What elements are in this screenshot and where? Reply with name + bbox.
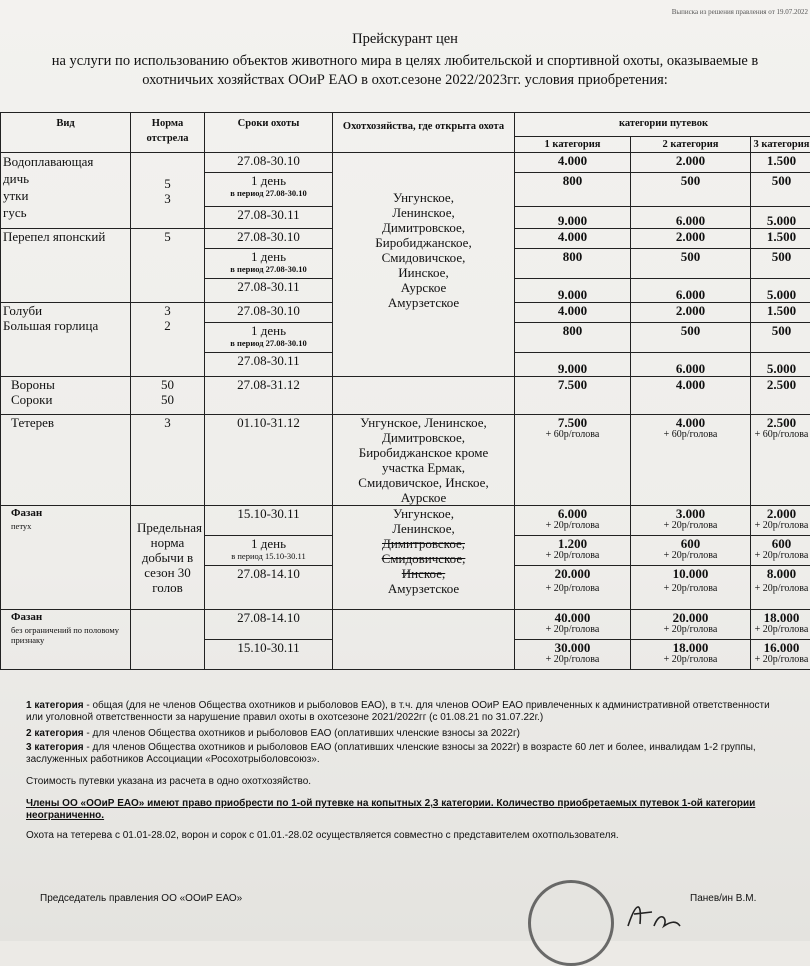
period-sub: в период 27.08-30.10: [207, 188, 330, 198]
period-label: 1 день: [207, 249, 330, 264]
species-label: Вороны: [11, 377, 128, 392]
species-label: Водоплавающая: [3, 153, 128, 170]
price-cell: [751, 640, 810, 670]
farm-name: Смидовичское,: [335, 250, 512, 265]
header-period: Сроки охоты: [205, 113, 333, 153]
norm-value: 5: [133, 176, 202, 191]
price-cell: 800: [515, 173, 631, 207]
farm-name: Унгунское,: [335, 190, 512, 205]
species-pheasant: [1, 506, 131, 610]
species-sub: без ограничений по половому признаку: [11, 625, 128, 645]
farm-name: Аурское: [335, 280, 512, 295]
notes-section: [26, 700, 778, 846]
per-head-fee: + 20р/голова: [633, 551, 748, 561]
price-cell: [515, 415, 631, 506]
price-cell: [631, 610, 751, 640]
price-value: 2.500: [753, 415, 810, 430]
price-cell: [515, 610, 631, 640]
norm-pigeons: [131, 303, 205, 377]
per-head-fee: + 20р/голова: [517, 584, 628, 594]
farms-grouse: [333, 415, 515, 506]
per-head-fee: + 20р/голова: [517, 521, 628, 531]
price-cell: 9.000: [515, 207, 631, 229]
farm-name: Ленинское,: [335, 521, 512, 536]
farm-name: Аурское: [335, 490, 512, 505]
farm-name: Иинское,: [335, 265, 512, 280]
period-cell: 15.10-30.11: [205, 506, 333, 536]
per-head-fee: + 20р/голова: [753, 521, 810, 531]
norm-value: 3: [133, 303, 202, 318]
species-crows: [1, 377, 131, 415]
species-sub: петух: [11, 521, 128, 531]
farm-name: Биробиджанское,: [335, 235, 512, 250]
price-value: 4.000: [633, 415, 748, 430]
organization-stamp: [528, 880, 614, 966]
document-title: Прейскурант цен: [0, 30, 810, 48]
per-head-fee: + 20р/голова: [753, 655, 810, 665]
farm-name: Смидовичское, Инское,: [335, 475, 512, 490]
price-value: 8.000: [753, 566, 810, 581]
farm-name: Амурзетское: [335, 581, 512, 596]
price-cell: 1.500: [751, 229, 810, 249]
price-cell: [631, 640, 751, 670]
price-cell: 2.000: [631, 229, 751, 249]
price-value: 2.000: [753, 506, 810, 521]
price-cell: 4.000: [515, 303, 631, 323]
signature-mark: [624, 896, 684, 936]
price-cell: [515, 566, 631, 610]
price-cell: 2.000: [631, 303, 751, 323]
price-cell: 4.000: [515, 153, 631, 173]
price-cell: 7.500: [515, 377, 631, 415]
price-value: 30.000: [517, 640, 628, 655]
farm-name-struck: Димитровское,: [335, 536, 512, 551]
price-cell: 6.000: [631, 207, 751, 229]
price-cell: 5.000: [751, 279, 810, 303]
note-label: 1 категория: [26, 700, 84, 711]
price-cell: 500: [631, 173, 751, 207]
norm-value: 50: [133, 392, 202, 407]
note-cat2: [26, 728, 778, 740]
header-cat1: 1 категория: [515, 137, 631, 153]
per-head-fee: + 60р/голова: [633, 430, 748, 440]
header-categories: категории путевок: [515, 113, 810, 137]
species-pigeons: [1, 303, 131, 377]
period-label: 1 день: [207, 536, 330, 551]
norm-waterfowl: [131, 153, 205, 229]
price-cell: 500: [631, 323, 751, 353]
note-cost: Стоимость путевки указана из расчета в одно охотхозяйство.: [26, 776, 778, 788]
document-subtitle-line2: охотничьих хозяйствах ООиР ЕАО в охот.сезоне 2022/2023гг. условия приобретения:: [0, 71, 810, 89]
price-value: 18.000: [633, 640, 748, 655]
period-cell: 27.08-14.10: [205, 610, 333, 640]
norm-value: 2: [133, 318, 202, 333]
per-head-fee: + 20р/голова: [633, 655, 748, 665]
period-cell: 27.08-30.11: [205, 279, 333, 303]
price-cell: 500: [751, 173, 810, 207]
farms-group1: [333, 153, 515, 377]
species-label: Сороки: [11, 392, 128, 407]
farm-name: Биробиджанское кроме: [335, 445, 512, 460]
period-cell: 27.08-30.10: [205, 303, 333, 323]
period-sub: в период 27.08-30.10: [207, 264, 330, 274]
price-cell: 2.500: [751, 377, 810, 415]
species-label: Фазан: [11, 610, 128, 625]
species-label: утки: [3, 187, 128, 204]
norm-empty: [131, 610, 205, 670]
price-cell: [751, 610, 810, 640]
price-cell: 1.500: [751, 303, 810, 323]
header-farms: Охотхозяйства, где открыта охота: [333, 113, 515, 153]
note-text: - для членов Общества охотников и рыболовов ЕАО (оплативших членские взносы за 2022г) в возрасте 60 лет и более, инвалидам 1-2 группы, заслуженных работников Ассоциации «Росохотрыболовсоюз».: [26, 742, 756, 765]
note-text: - общая (для не членов Общества охотников и рыболовов ЕАО), в т.ч. для членов ООиР ЕАО привлеченных к административной ответственности или уголовной ответственности за нарушение правил охоты в охотсезоне 2021/2022гг (с 01.08.21 по 31.07.22г.): [26, 700, 770, 723]
period-cell: 27.08-30.11: [205, 353, 333, 377]
period-cell: 27.08-30.11: [205, 207, 333, 229]
price-cell: 4.000: [631, 377, 751, 415]
period-cell: 27.08-30.10: [205, 153, 333, 173]
farms-empty: [333, 610, 515, 670]
price-cell: [631, 536, 751, 566]
price-value: 18.000: [753, 610, 810, 625]
period-cell: 27.08-14.10: [205, 566, 333, 610]
per-head-fee: + 60р/голова: [517, 430, 628, 440]
species-label: Фазан: [11, 506, 128, 521]
price-cell: [751, 506, 810, 536]
price-cell: [631, 415, 751, 506]
note-label: 2 категория: [26, 728, 84, 739]
per-head-fee: + 20р/голова: [517, 655, 628, 665]
period-label: 1 день: [207, 173, 330, 188]
chairman-title: Председатель правления ОО «ООиР ЕАО»: [40, 893, 242, 904]
species-waterfowl: [1, 153, 131, 229]
price-value: 16.000: [753, 640, 810, 655]
period-cell: 15.10-30.11: [205, 640, 333, 670]
price-cell: 5.000: [751, 207, 810, 229]
price-value: 6.000: [517, 506, 628, 521]
per-head-fee: + 20р/голова: [633, 625, 748, 635]
farm-name: Димитровское,: [335, 220, 512, 235]
note-text: - для членов Общества охотников и рыболовов ЕАО (оплативших членские взносы за 2022г): [84, 728, 520, 739]
price-table: [0, 112, 810, 670]
period-cell: [205, 323, 333, 353]
period-cell: [205, 173, 333, 207]
farm-name: Димитровское,: [335, 430, 512, 445]
note-label: 3 категория: [26, 742, 84, 753]
document-subtitle-line1: на услуги по использованию объектов животного мира в целях любительской и спортивной охоты, оказываемые в: [0, 52, 810, 70]
period-cell: 27.08-31.12: [205, 377, 333, 415]
period-cell: 27.08-30.10: [205, 229, 333, 249]
farms-pheasant: [333, 506, 515, 610]
price-cell: 6.000: [631, 353, 751, 377]
period-sub: в период 15.10-30.11: [207, 551, 330, 561]
norm-value: 3: [133, 191, 202, 206]
farm-name-struck: Инское,: [335, 566, 512, 581]
per-head-fee: + 60р/голова: [753, 430, 810, 440]
norm-grouse: 3: [131, 415, 205, 506]
per-head-fee: + 20р/голова: [753, 584, 810, 594]
norm-quail: 5: [131, 229, 205, 303]
per-head-fee: + 20р/голова: [753, 625, 810, 635]
farm-name: Ленинское,: [335, 205, 512, 220]
farm-name: Унгунское,: [335, 506, 512, 521]
price-value: 10.000: [633, 566, 748, 581]
header-species: Вид: [1, 113, 131, 153]
farm-name: участка Ермак,: [335, 460, 512, 475]
price-cell: [515, 536, 631, 566]
species-label: Голуби: [3, 303, 128, 318]
price-cell: 5.000: [751, 353, 810, 377]
chairman-name: Панев/ин В.М.: [690, 893, 756, 904]
species-grouse: Тетерев: [1, 415, 131, 506]
price-cell: [751, 566, 810, 610]
farms-empty: [333, 377, 515, 415]
price-cell: [515, 506, 631, 536]
period-cell: [205, 249, 333, 279]
price-value: 600: [633, 536, 748, 551]
period-sub: в период 27.08-30.10: [207, 338, 330, 348]
price-cell: 500: [751, 323, 810, 353]
price-cell: 4.000: [515, 229, 631, 249]
price-value: 1.200: [517, 536, 628, 551]
per-head-fee: + 20р/голова: [517, 551, 628, 561]
norm-pheasant: Предельная норма добычи в сезон 30 голов: [131, 506, 205, 610]
price-value: 20.000: [517, 566, 628, 581]
farm-name: Амурзетское: [335, 295, 512, 310]
note-members: Члены ОО «ООиР ЕАО» имеют право приобрести по 1-ой путевке на копытных 2,3 категории. Количество приобретаемых путевок 1-ой категории неограниченно.: [26, 798, 778, 822]
per-head-fee: + 20р/голова: [633, 584, 748, 594]
price-value: 7.500: [517, 415, 628, 430]
norm-value: 50: [133, 377, 202, 392]
price-value: 3.000: [633, 506, 748, 521]
price-cell: [631, 506, 751, 536]
farm-name: Унгунское, Ленинское,: [335, 415, 512, 430]
per-head-fee: + 20р/голова: [517, 625, 628, 635]
price-cell: 2.000: [631, 153, 751, 173]
per-head-fee: + 20р/голова: [633, 521, 748, 531]
price-cell: 800: [515, 323, 631, 353]
species-label: дичь: [3, 170, 128, 187]
species-quail: Перепел японский: [1, 229, 131, 303]
header-cat2: 2 категория: [631, 137, 751, 153]
species-label: гусь: [3, 204, 128, 221]
price-cell: 9.000: [515, 353, 631, 377]
extract-note: Выписка из решения правления от 19.07.2022: [672, 8, 808, 16]
farm-name-struck: Смидовичское,: [335, 551, 512, 566]
price-cell: [515, 640, 631, 670]
period-cell: 01.10-31.12: [205, 415, 333, 506]
price-cell: 500: [751, 249, 810, 279]
note-joint: Охота на тетерева с 01.01-28.02, ворон и сорок с 01.01.-28.02 осуществляется совместно с представителем охотпользователя.: [26, 830, 778, 842]
price-cell: 800: [515, 249, 631, 279]
species-pheasant-any: [1, 610, 131, 670]
price-value: 40.000: [517, 610, 628, 625]
header-norm: Норма отстрела: [131, 113, 205, 153]
price-cell: [751, 415, 810, 506]
note-cat3: [26, 742, 778, 766]
norm-crows: [131, 377, 205, 415]
price-cell: [631, 566, 751, 610]
price-cell: 9.000: [515, 279, 631, 303]
note-cat1: [26, 700, 778, 724]
period-cell: [205, 536, 333, 566]
price-value: 600: [753, 536, 810, 551]
price-cell: [751, 536, 810, 566]
price-value: 20.000: [633, 610, 748, 625]
price-cell: 6.000: [631, 279, 751, 303]
species-label: Большая горлица: [3, 318, 128, 333]
header-cat3: 3 категория: [751, 137, 810, 153]
price-cell: 1.500: [751, 153, 810, 173]
price-cell: 500: [631, 249, 751, 279]
period-label: 1 день: [207, 323, 330, 338]
per-head-fee: + 20р/голова: [753, 551, 810, 561]
